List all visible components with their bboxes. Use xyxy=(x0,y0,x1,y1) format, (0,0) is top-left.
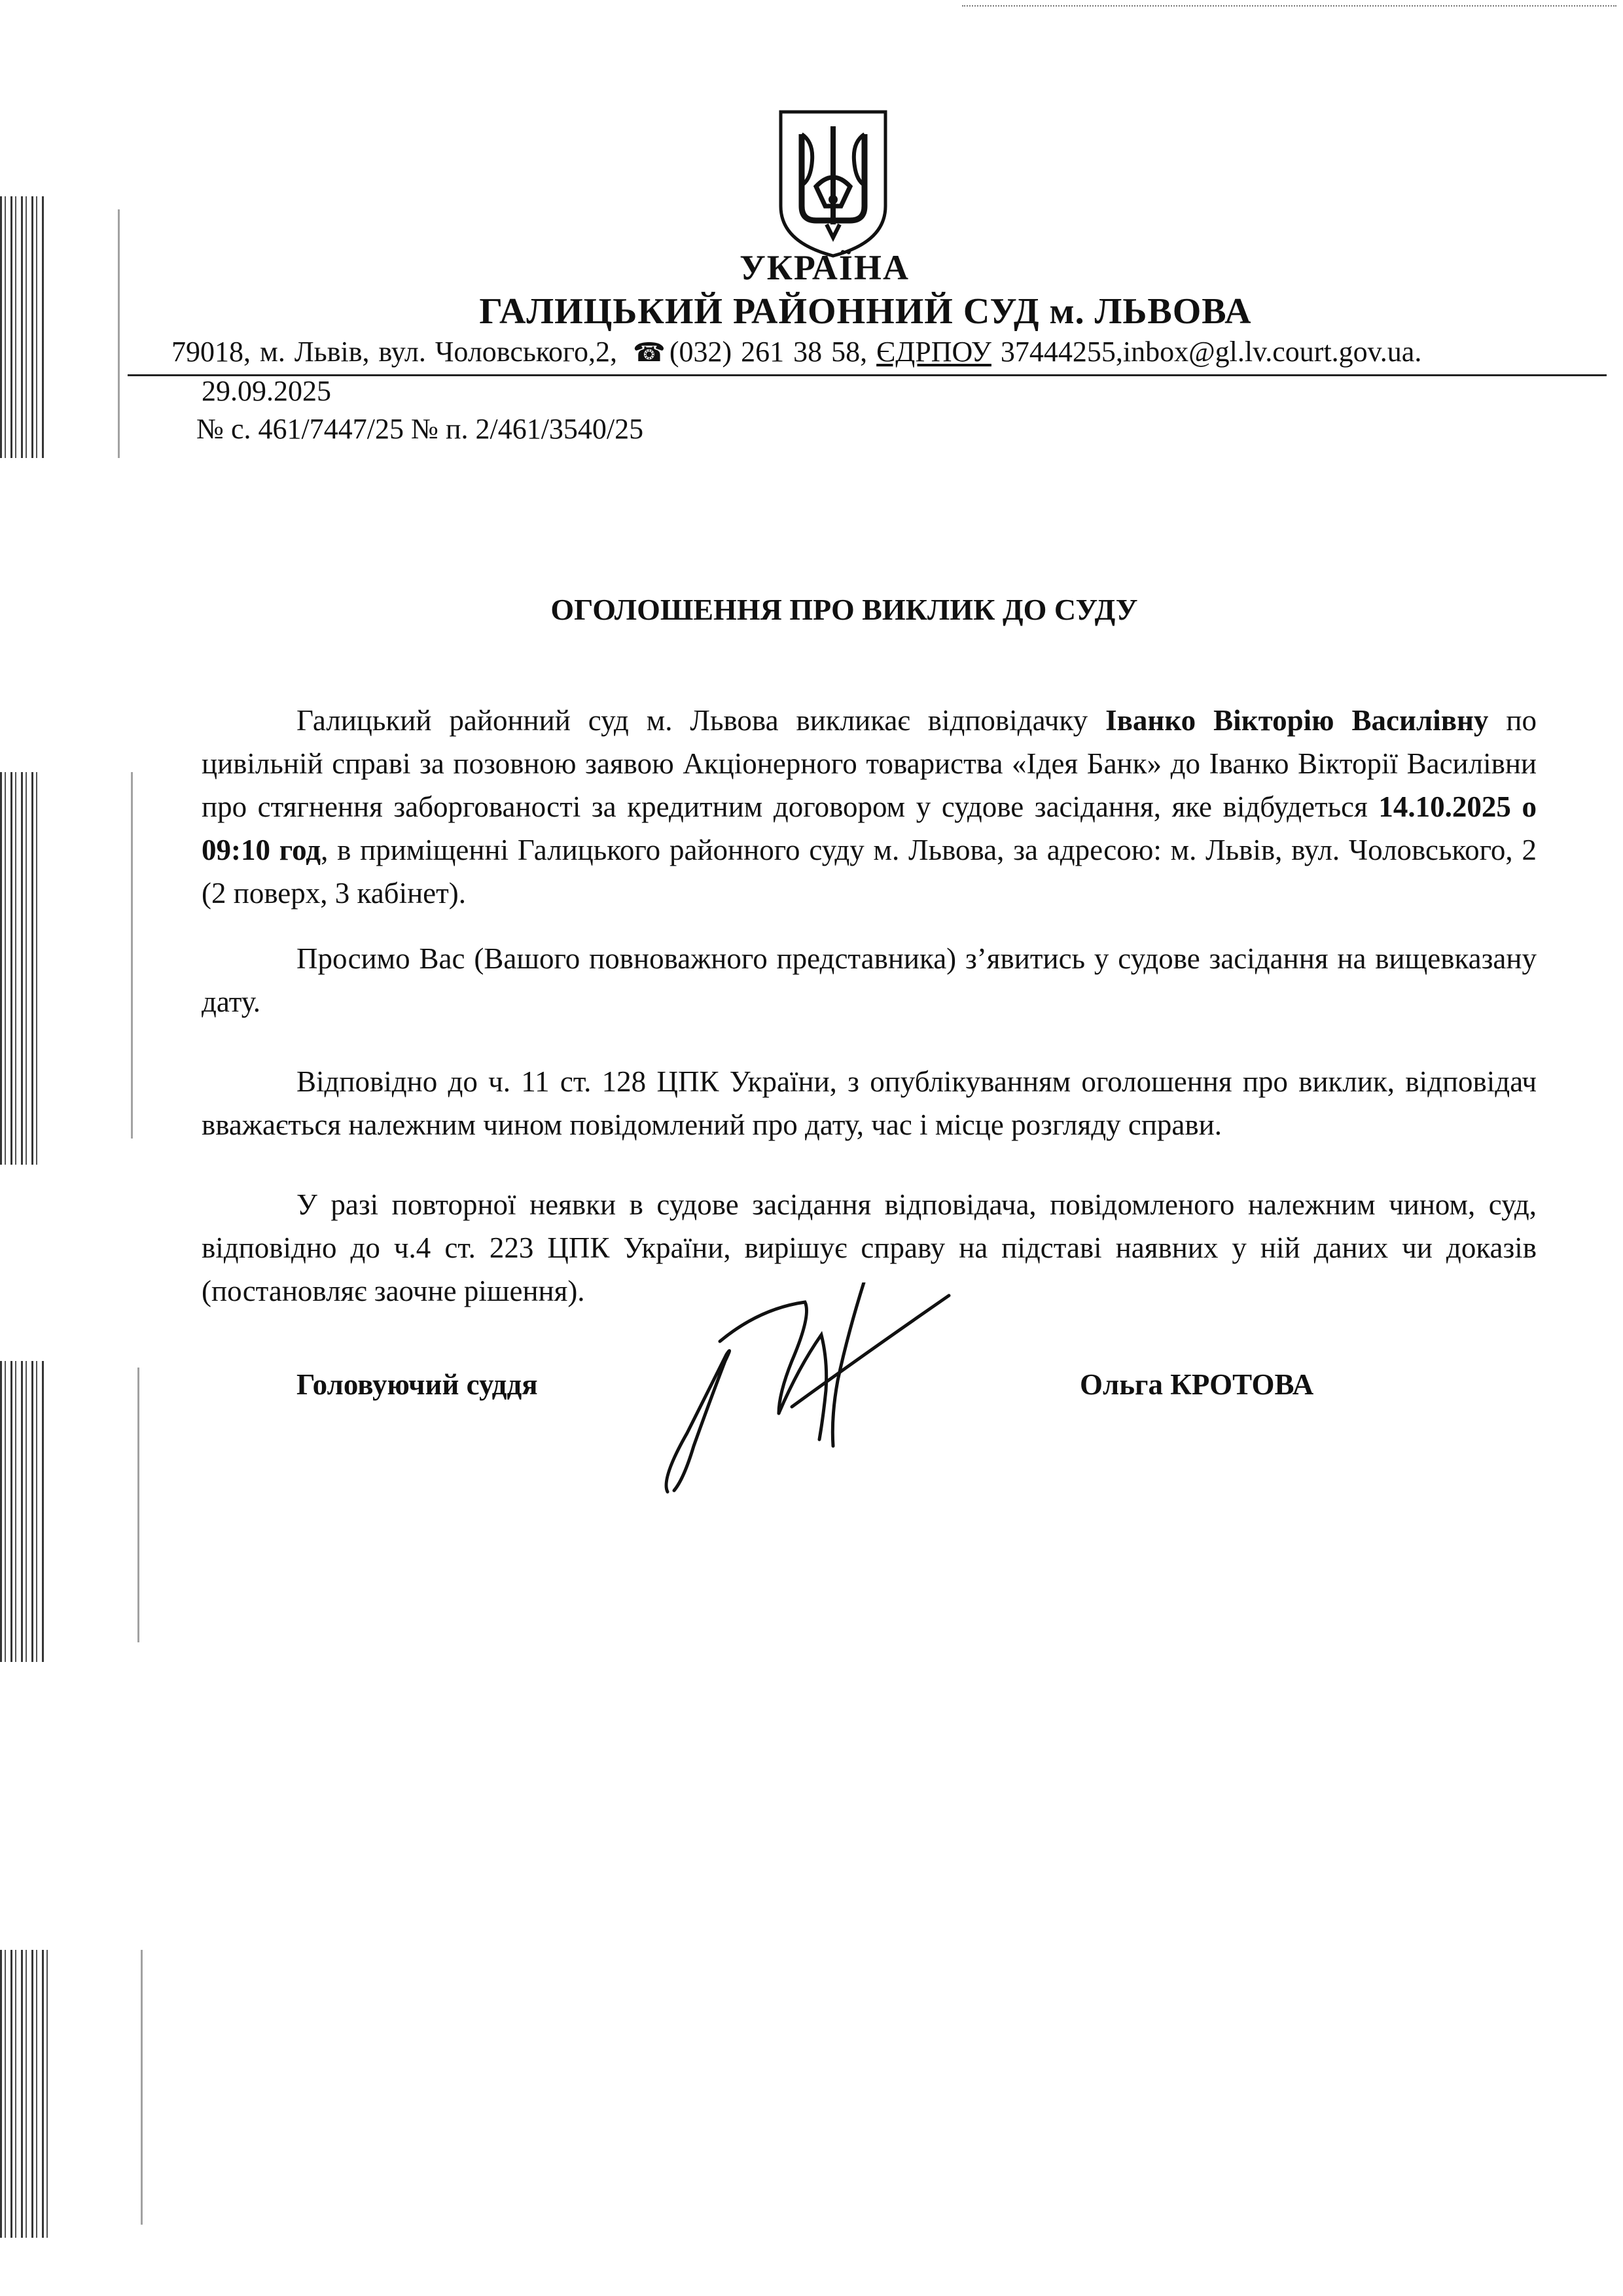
document-date: 29.09.2025 xyxy=(202,375,331,407)
court-address: 79018, м. Львів, вул. Чоловського,2, xyxy=(171,336,618,368)
defendant-name: Іванко Вікторію Василівну xyxy=(1105,704,1489,737)
court-contacts xyxy=(171,335,1421,368)
court-phone: (032) 261 38 58, xyxy=(669,336,868,368)
case-number: № с. 461/7447/25 № п. 2/461/3540/25 xyxy=(196,413,644,445)
paragraph-legal-basis: Відповідно до ч. 11 ст. 128 ЦПК України, з опублікуванням оголошення про виклик, відповідач вважається належним чином повідомлений про дату, час і місце розгляду справи. xyxy=(202,1065,1537,1141)
scan-artifact-line xyxy=(141,1950,143,2225)
scan-artifact-line xyxy=(137,1368,139,1642)
handwritten-signature xyxy=(648,1282,988,1498)
paragraph-summons: Галицький районний суд м. Львова викликає відповідачку Іванко Вікторію Василівну по цивільній справі за позовною заявою Акціонерного товариства «Ідея Банк» до Іванко Вікторії Василівни про стягнення заборгованості за кредитним договором у судове засідання, яке відбудеться 14.10.2025 о 09:10 год, в приміщенні Галицького районного суду м. Львова, за адресою: м. Львів, вул. Чоловського, 2 (2 поверх, 3 кабінет). xyxy=(202,704,1537,910)
signatory-role: Головуючий суддя xyxy=(296,1368,538,1401)
scan-artifact-top xyxy=(962,5,1616,8)
scan-artifact-left-4 xyxy=(0,1950,52,2238)
paragraph-absence-consequence: У разі повторної неявки в судове засідання відповідача, повідомленого належним чином, суд, відповідно до ч.4 ст. 223 ЦПК України, вирішує справу на підставі наявних у ній даних чи доказів (постановляє заочне рішення). xyxy=(202,1188,1537,1307)
coat-of-arms-icon xyxy=(776,108,891,258)
hearing-datetime: 14.10.2025 о 09:10 год xyxy=(202,790,1537,866)
signatory-name: Ольга КРОТОВА xyxy=(1080,1368,1314,1401)
document-title: ОГОЛОШЕННЯ ПРО ВИКЛИК ДО СУДУ xyxy=(550,593,1138,626)
telephone-icon: ☎ xyxy=(633,338,666,367)
scan-artifact-left-3 xyxy=(0,1361,46,1662)
paragraph-request: Просимо Вас (Вашого повноважного представника) з’явитись у судове засідання на вищевказану дату. xyxy=(202,942,1537,1018)
scan-artifact-left-2 xyxy=(0,772,41,1165)
document-body xyxy=(202,699,1537,1335)
court-heading: ГАЛИЦЬКИЙ РАЙОННИЙ СУД м. ЛЬВОВА xyxy=(479,291,1252,332)
edrpou-label: ЄДРПОУ xyxy=(876,336,991,368)
header-divider xyxy=(128,374,1607,376)
scan-artifact-line xyxy=(118,209,120,458)
country-heading: УКРАЇНА xyxy=(740,248,910,287)
edrpou-and-email: 37444255,inbox@gl.lv.court.gov.ua. xyxy=(1000,336,1422,368)
scan-artifact-line xyxy=(131,772,133,1139)
